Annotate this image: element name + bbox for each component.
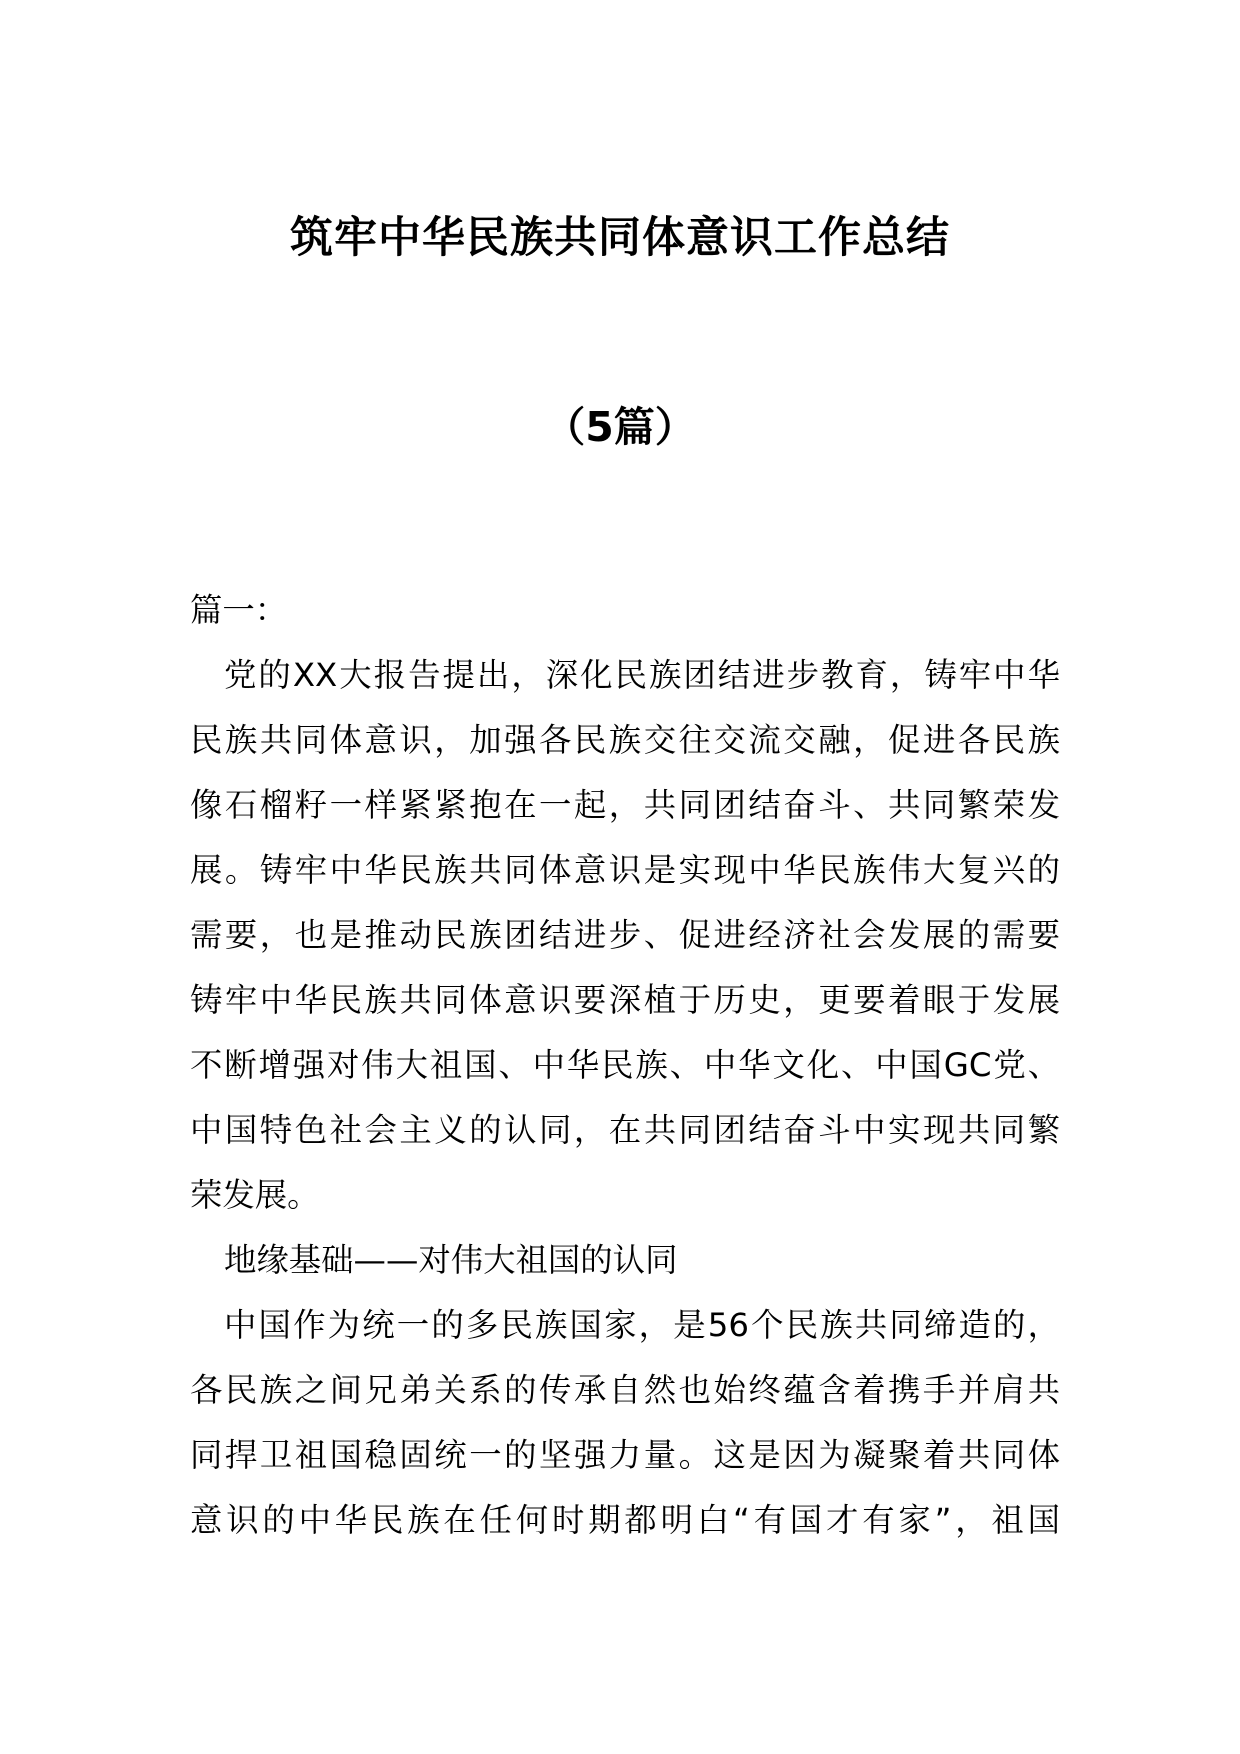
paragraph-line: 党的XX大报告提出，深化民族团结进步教育，铸牢中华 [224,656,1060,694]
paragraph-line: 铸牢中华民族共同体意识要深植于历史，更要着眼于发展 [190,981,1060,1019]
paragraph-line: 像石榴籽一样紧紧抱在一起，共同团结奋斗、共同繁荣发 [190,786,1060,824]
paragraph-line: 中国特色社会主义的认同，在共同团结奋斗中实现共同繁 [190,1111,1060,1149]
section-label: 篇一： [190,591,288,629]
paragraph-line: 中国作为统一的多民族国家，是56个民族共同缔造的， [224,1306,1060,1344]
paragraph-line: 各民族之间兄弟关系的传承自然也始终蕴含着携手并肩共 [190,1371,1060,1409]
document-body [190,578,1060,1553]
paragraph-line: 需要，也是推动民族团结进步、促进经济社会发展的需要 [190,916,1060,954]
paragraph-line: 荣发展。 [190,1176,320,1214]
paragraph-line: 展。铸牢中华民族共同体意识是实现中华民族伟大复兴的 [190,851,1060,889]
document-title: 筑牢中华民族共同体意识工作总结 [290,213,950,263]
document-subtitle: （5篇） [544,403,696,451]
section-heading: 地缘基础——对伟大祖国的认同 [224,1241,678,1279]
paragraph-line: 民族共同体意识，加强各民族交往交流交融，促进各民族 [190,721,1060,759]
paragraph-line: 意识的中华民族在任何时期都明白“有国才有家”，祖国 [190,1501,1060,1539]
paragraph-line: 不断增强对伟大祖国、中华民族、中华文化、中国GC党、 [190,1046,1060,1084]
paragraph-line: 同捍卫祖国稳固统一的坚强力量。这是因为凝聚着共同体 [190,1436,1060,1474]
